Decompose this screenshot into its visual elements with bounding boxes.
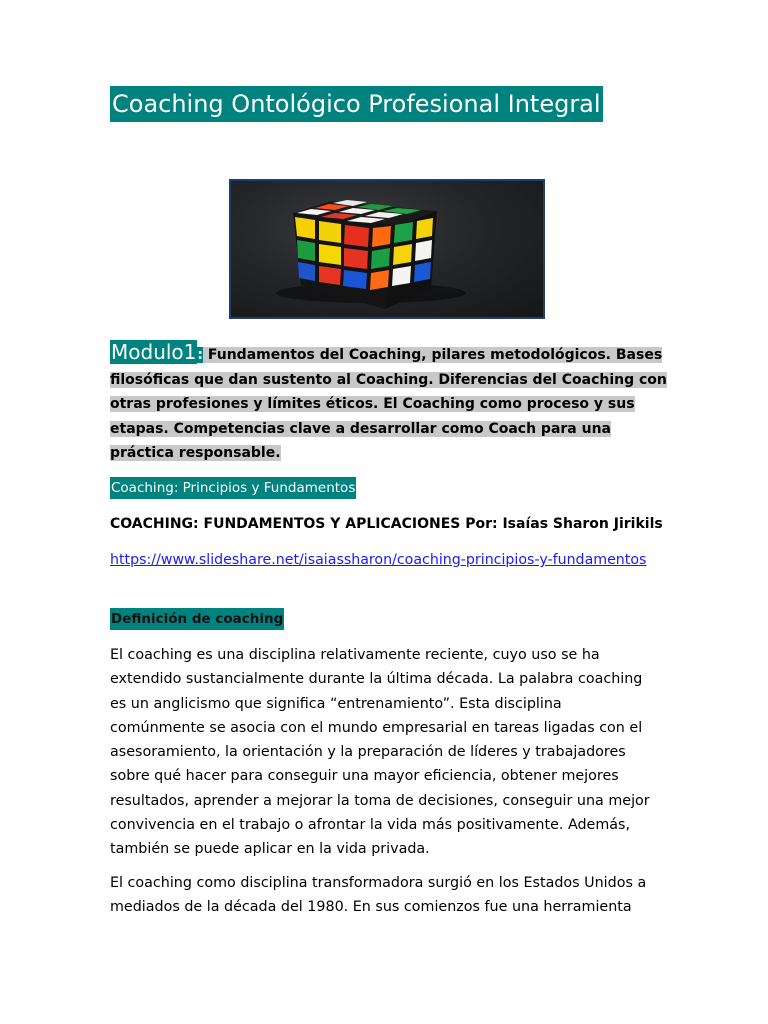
module-label: Modulo1	[111, 340, 197, 364]
rubiks-cube-image	[229, 179, 545, 319]
module-description	[110, 340, 670, 466]
module-colon: :	[197, 347, 203, 363]
authors-line: COACHING: FUNDAMENTOS Y APLICACIONES Por: Isaías Sharon Jirikils	[110, 516, 663, 532]
document-title: Coaching Ontológico Profesional Integral	[110, 86, 603, 122]
paragraph-2: El coaching como disciplina transformadora surgió en los Estados Unidos a mediados de la década del 1980. En sus comienzos fue una herramienta	[110, 875, 647, 916]
slideshare-link[interactable]: https://www.slideshare.net/isaiassharon/coaching-principios-y-fundamentos	[110, 552, 647, 568]
paragraph-1: El coaching es una disciplina relativamente reciente, cuyo uso se ha extendido sustancialmente durante la última década. La palabra coaching es un anglicismo que significa “entrenamiento”. Esta disciplina comúnmente se asocia con el mundo empresarial en tareas ligadas con el asesoramiento, la orientación y la preparación de líderes y trabajadores sobre qué hacer para conseguir una mayor eficiencia, obtener mejores resultados, aprender a mejorar la toma de decisiones, conseguir una mejor convivencia en el trabajo o afrontar la vida más positivamente. Además, también se puede aplicar en la vida privada.	[110, 647, 650, 858]
subheading: Coaching: Principios y Fundamentos	[110, 477, 356, 499]
definition-heading: Definición de coaching	[110, 608, 284, 630]
module-text: Fundamentos del Coaching, pilares metodológicos. Bases filosóficas que dan sustento al Coaching. Diferencias del Coaching con otras profesiones y límites éticos. El Coaching como proceso y sus etapas. Competencias clave a desarrollar como Coach para una práctica responsable.	[110, 347, 667, 461]
